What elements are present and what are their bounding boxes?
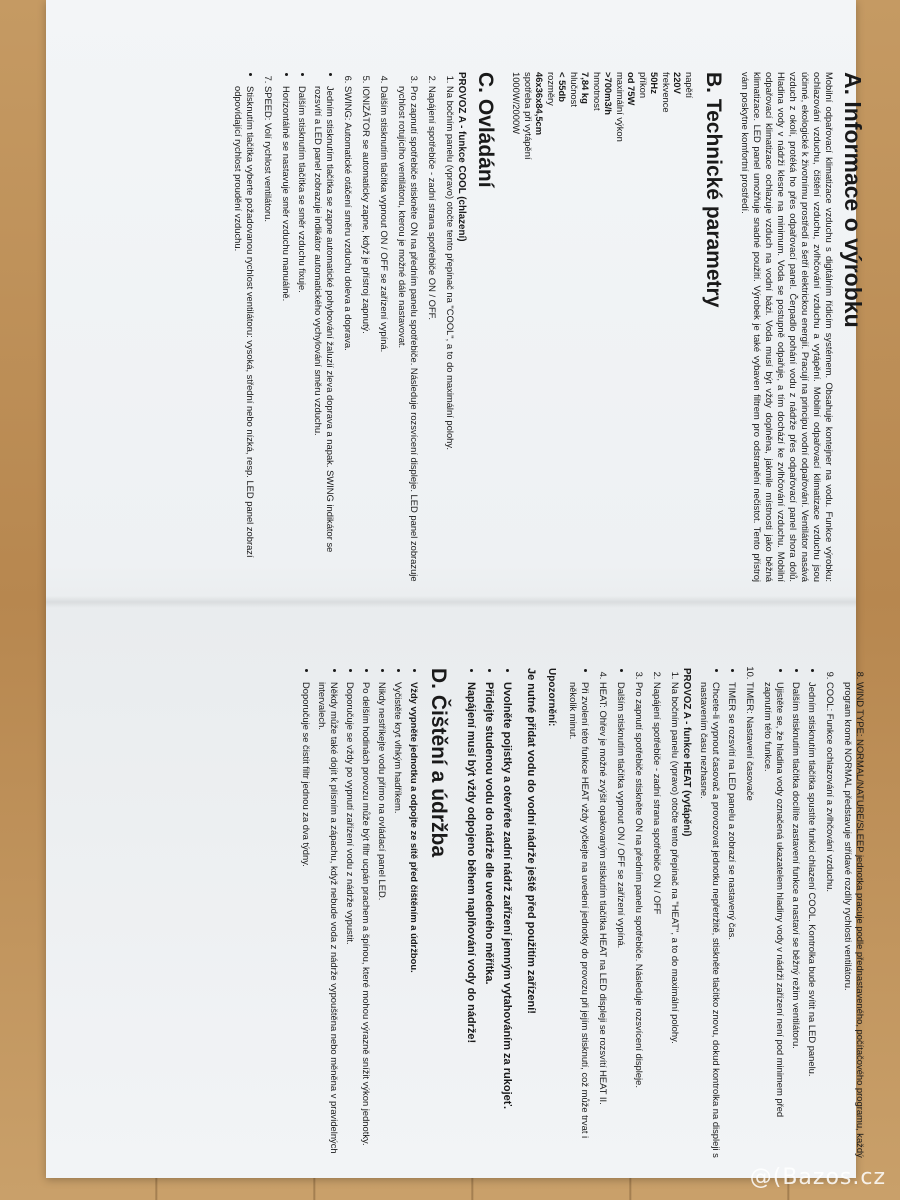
list-item: • Doporučuje se vždy po vypnutí zařízení vodu z nádrže vypustit. <box>344 682 356 1158</box>
timer-bullets <box>698 668 738 1158</box>
sheet-top-half <box>226 72 866 582</box>
list-item: 1. Na bočním panelu (vpravo) otočte tento přepínač na "HEAT", a to do maximální polohy. <box>669 682 681 1158</box>
spec-label: frekvence <box>661 72 672 113</box>
mode-cool-heading: PROVOZ A - funkce COOL (chlazení) <box>456 72 467 242</box>
list-item: • Uvolněte pojistky a otevřete zadní nádrž zařízení jemným vytahováním za rukojeť. <box>500 682 514 1158</box>
list-item: 2. Napájení spotřebiče - zadní strana spotřebiče ON / OFF <box>651 682 663 1158</box>
list-item: 10. TIMER: Nastavení časovače <box>744 682 756 1158</box>
list-item: • Dalším stisknutím tlačítka se směr vzduchu fixuje. <box>296 86 308 582</box>
list-item: 3. Pro zapnutí spotřebiče stiskněte ON na předním panelu spotřebiče. Následuje rozsvícení displeje. <box>633 682 645 1158</box>
list-item: • Někdy může také dojít k plísním a zápachu, když nebude voda z nádrže vypouštěna nebo měněna v pravidelných intervalech. <box>316 682 340 1158</box>
sheet-bottom-half <box>294 668 866 1158</box>
list-item: 7. SPEED: Volí rychlost ventilátoru. <box>262 86 274 582</box>
spec-label: maximální výkon <box>615 72 626 142</box>
list-item: 8. WIND TYPE: NORMAL/NATURE/SLEEP jednotka pracuje podle přednastaveného, počítačového programu, každý program kromě NORMAL představuje střídavé rozdíly rychlosti ventilátoru. <box>842 682 866 1158</box>
speed-bullets <box>232 72 256 582</box>
spec-value: 50Hz <box>649 72 661 94</box>
list-item: • Stisknutím tlačítka vyberte požadovanou rychlost ventilátoru: vysoká, střední nebo nízká, resp. LED panel zobrazí odpovídající rychlost proudění vzduchu. <box>232 86 256 582</box>
section-c-heading: C. Ovládání <box>474 72 497 188</box>
spec-label: příkon <box>638 72 649 99</box>
section-b-heading: B. Technické parametry <box>702 72 725 308</box>
list-item: 2. Napájení spotřebiče - zadní strana spotřebiče ON / OFF. <box>426 86 438 582</box>
list-item: • Jedním stisknutím tlačítka se zapne automatické pohybování žaluzií zleva doprava a napak. SWING indikátor se rozsvítí a LED panel zobrazuje indikátor automatického vychylování směru vzduchu. <box>312 86 336 582</box>
controls-list <box>342 72 456 582</box>
maintenance-list <box>300 668 420 1158</box>
controls-list-cont <box>262 72 274 582</box>
spec-label: napětí <box>684 72 695 99</box>
heat-off-bullet <box>615 668 627 1158</box>
spec-value: od 75W <box>626 72 638 106</box>
list-item: • Dalším stisknutím tlačítka vypnout ON / OFF se zařízení vypíná. <box>615 682 627 1158</box>
warning-list <box>464 668 514 1158</box>
cool-bullets <box>762 668 818 1158</box>
heat-list <box>633 668 681 1158</box>
spec-value: < 55db <box>557 72 569 102</box>
spec-value: 46x36x84,5cm <box>534 72 546 136</box>
spec-value: 1000W/2000W <box>511 72 523 135</box>
swing-bullets <box>280 72 336 582</box>
list-item: 1. Na bočním panelu (vpravo) otočte tento přepínač na "COOL", a to do maximální polohy. <box>444 86 456 582</box>
list-item: • TIMER se rozsvítí na LED panelu a zobrazí se nastavený čas. <box>726 682 738 1158</box>
list-item: • Doporučuje se čistit filtr jednou za dva týdny. <box>300 682 312 1158</box>
spec-label: hmotnost <box>592 72 603 111</box>
spec-label: spotřeba při vytápění <box>523 72 534 160</box>
list-item: • Nikdy nestříkejte vodu přímo na ovládací panel LED. <box>376 682 388 1158</box>
list-item: 3. Pro zapnutí spotřebiče stiskněte ON na předním panelu spotřebiče. Následuje rozsvícení displeje. LED panel zobrazuje rychlost rotujícího ventilátoru, kterou je možné dále nastavovat. <box>396 86 420 582</box>
list-item: 6. SWING: Automatické otáčení směru vzduchu doleva a doprava. <box>342 86 354 582</box>
list-item: 4. Dalším stisknutím tlačítka vypnout ON / OFF se zařízení vypíná. <box>378 86 390 582</box>
product-description: Mobilní odpařovací klimatizace vzduchu s digitálním řídicím systémem. Obsahuje kontejner na vodu. Funkce výrobku: ochlazování vzduchu, čištění vzduchu, zvlhčování vzduchu a vytápění. Mobilní odpařovací klimatizace vzduchu jsou účinné, ekologické k životnímu prostředí a šetří elektrickou energií. Pracují na principu vodní odpařování. Ventilátor nasává vzduch z okolí, protéká ho přes odpařovací panel. Čerpadlo pohání vodu z nádrže přes odpařovací panel shora dolů. Hladina vody v nádrži klesne na minimum. Voda se postupně odpařuje, a tím dochází ke zvlhčování vzduchu. Mobilní odpařovací klimatizace ochlazuje vzduch na vodní bázi. Voda musí být vždy doplněna, jakmile místnosti jako běžná klimatizace. LED panel umožňuje snadné použití. Výrobek je také vybaven filtrem pro odstranění nečistot. Tento přístroj vám poskytne komfortní prostředí. <box>740 72 835 582</box>
section-d-heading: D. Čištění a údržba <box>427 668 450 858</box>
paper-fold <box>46 596 856 608</box>
list-item: • Vyčistěte kryt vlhkým hadříkem. <box>392 682 404 1158</box>
controls-list-cont3 <box>744 668 756 1158</box>
list-item: • Ujistěte se, že hladina vody označená ukazatelem hladiny vody v nádrži zařízení není pod minimem před zapnutím této funkce. <box>762 682 786 1158</box>
list-item: 9. COOL: Funkce ochlazování a zvlhčování vzduchu. <box>824 682 836 1158</box>
list-item: • Po delším hodinách provozu může být filtr ucpán prachem a špínou, které mohou výrazně snížit výkon jednotky. <box>360 682 372 1158</box>
spec-label: rozměry <box>546 72 557 106</box>
heat-list-cont <box>597 668 609 1158</box>
spec-list <box>511 72 695 582</box>
list-item: • Chcete-li vypnout časovač a provozovat jednotku nepřetržitě, stiskněte tlačítko znovu, dokud kontrolka na displeji s nastavením času nezhasne. <box>698 682 722 1158</box>
list-item: 5. IONIZÁTOR se automaticky zapne, když je přístroj zapnutý. <box>360 86 372 582</box>
spec-label: hlučnost <box>569 72 580 107</box>
list-item: • Jedním stisknutím tlačítka spustíte funkci chlazení COOL. Kontrolka bude svítit na LED panelu. <box>806 682 818 1158</box>
section-a-heading: A. Informace o výrobku <box>840 72 866 328</box>
controls-list-cont2 <box>824 668 866 1158</box>
list-item: • Při zvolení této funkce HEAT vždy vyčkejte na uvedení jednotky do provozu při jejím stisknutí, což může trvat i několik minut. <box>567 682 591 1158</box>
spec-value: >700m3/h <box>603 72 615 115</box>
list-item: • Dalším stisknutím tlačítka docílíte zastavení funkce a nastaví se běžný režim ventilátoru. <box>790 682 802 1158</box>
list-item: • Přidejte studenou vodu do nádrže dle uvedeného měřítka. <box>482 682 496 1158</box>
warning-title: Upozornění: <box>546 668 557 727</box>
list-item: 4. HEAT: Ohřev je možné zvýšit opakovaným stiskutím tlačítka HEAT na LED displeji se rozsvítí HEAT II. <box>597 682 609 1158</box>
heat-note-bullet <box>567 668 591 1158</box>
list-item: • Vždy vypněte jednotku a odpojte ze sítě před čištěním a údržbou. <box>408 682 420 1158</box>
mode-heat-heading: PROVOZ A - funkce HEAT (vytápění) <box>681 668 692 837</box>
spec-value: 220V <box>672 72 684 94</box>
site-watermark: @(Bazos.cz <box>749 1165 886 1190</box>
warning-text: Je nutné přidat vodu do vodní nádrže ještě před použitím zařízení! <box>525 668 537 1014</box>
list-item: • Horizontálně se nastavuje směr vzduchu manuálně. <box>280 86 292 582</box>
spec-value: 7,84 kg <box>580 72 592 104</box>
list-item: • Napájení musí být vždy odpojeno během naplňování vody do nádrže! <box>464 682 478 1158</box>
